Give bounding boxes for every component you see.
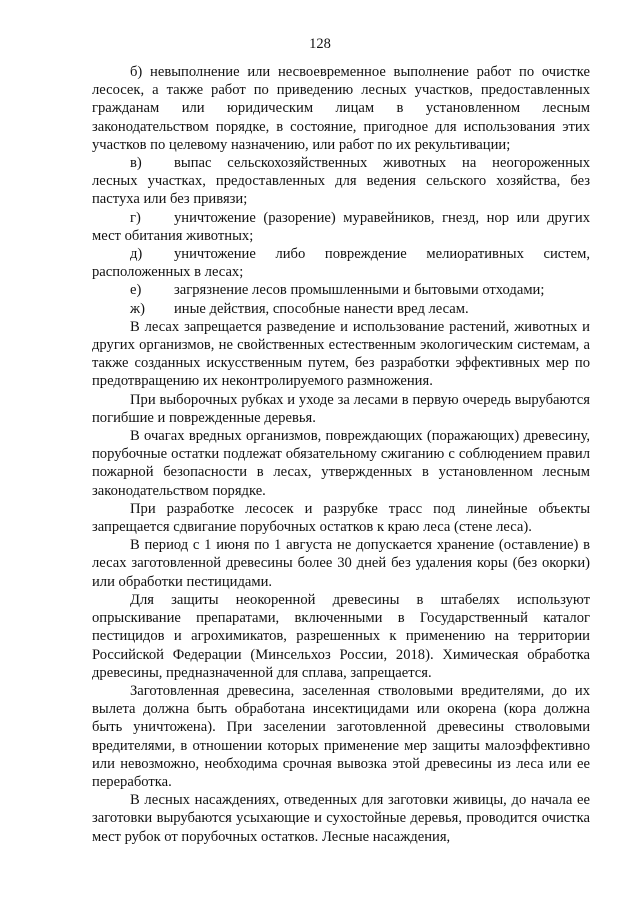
- list-item-text: выпас сельскохозяйственных животных на неогороженных лесных участках, предоставленных для ведения сельского хозяйства, без пастуха или без привязи;: [92, 155, 590, 208]
- paragraph: В очагах вредных организмов, повреждающих (поражающих) древесину, порубочные остатки подлежат обязательному сжиганию с соблюдением правил пожарной безопасности в лесах, утвержденных в установленном лесным законодательством порядке.: [92, 428, 590, 499]
- paragraph: Для защиты неокоренной древесины в штабелях используют опрыскивание препаратами, включенными в Государственный каталог пестицидов и агрохимикатов, разрешенных к применению на территории Российской Федерации (Минсельхоз России, 2018). Химическая обработка древесины, предназначенной для сплава, запрещается.: [92, 591, 590, 681]
- list-item-text: иные действия, способные нанести вред лесам.: [174, 300, 469, 317]
- list-marker: в): [130, 155, 142, 172]
- list-marker: д): [130, 246, 143, 263]
- paragraph: В период с 1 июня по 1 августа не допускается хранение (оставление) в лесах заготовленной древесины более 30 дней без удаления коры (без окорки) или обработки пестицидами.: [92, 537, 590, 590]
- paragraph: В лесах запрещается разведение и использование растений, животных и других организмов, не свойственных естественным экологическим системам, а также созданных искусственным путем, без разработки эффективных мер по предотвращению их неконтролируемого размножения.: [92, 318, 590, 390]
- paragraph: Заготовленная древесина, заселенная стволовыми вредителями, до их вылета должна быть обработана инсектицидами или окорена (кора должна быть уничтожена). При заселении заготовленной древесины стволовыми вредителями, в отношении которых применение мер защиты малоэффективно или невозможно, необходима срочная вывозка этой древесины из леса или ее переработка.: [92, 682, 590, 790]
- list-marker: ж): [130, 300, 145, 317]
- paragraph: При выборочных рубках и уходе за лесами в первую очередь вырубаются погибшие и поврежденные деревья.: [92, 391, 590, 426]
- list-item-text: загрязнение лесов промышленными и бытовыми отходами;: [174, 282, 545, 299]
- list-item-zh: [92, 300, 590, 318]
- list-marker: е): [130, 282, 142, 299]
- list-item-g: [92, 209, 590, 245]
- paragraph-b: б) невыполнение или несвоевременное выполнение работ по очистке лесосек, а также работ по приведению лесных участков, предоставленных гражданам или юридическим лицам в установленном лесным законодательством порядке, в состояние, пригодное для использования этих участков по целевому назначению, или работ по их рекультивации;: [92, 64, 590, 153]
- list-marker: г): [130, 209, 141, 226]
- paragraph: При разработке лесосек и разрубке трасс под линейные объекты запрещается сдвигание порубочных остатков к краю леса (стене леса).: [92, 500, 590, 536]
- document-body: [92, 63, 590, 846]
- paragraph: В лесных насаждениях, отведенных для заготовки живицы, до начала ее заготовки вырубаются усыхающие и сухостойные деревья, проводится очистка мест рубок от порубочных остатков. Лесные насаждения,: [92, 792, 590, 845]
- list-item-v: [92, 154, 590, 209]
- list-item-d: [92, 245, 590, 281]
- list-item-text: уничтожение (разорение) муравейников, гнезд, нор или других мест обитания животных;: [92, 209, 590, 244]
- list-item-text: уничтожение либо повреждение мелиоративных систем, расположенных в лесах;: [92, 246, 590, 281]
- list-item-e: [92, 281, 590, 299]
- page-number: 128: [309, 36, 331, 52]
